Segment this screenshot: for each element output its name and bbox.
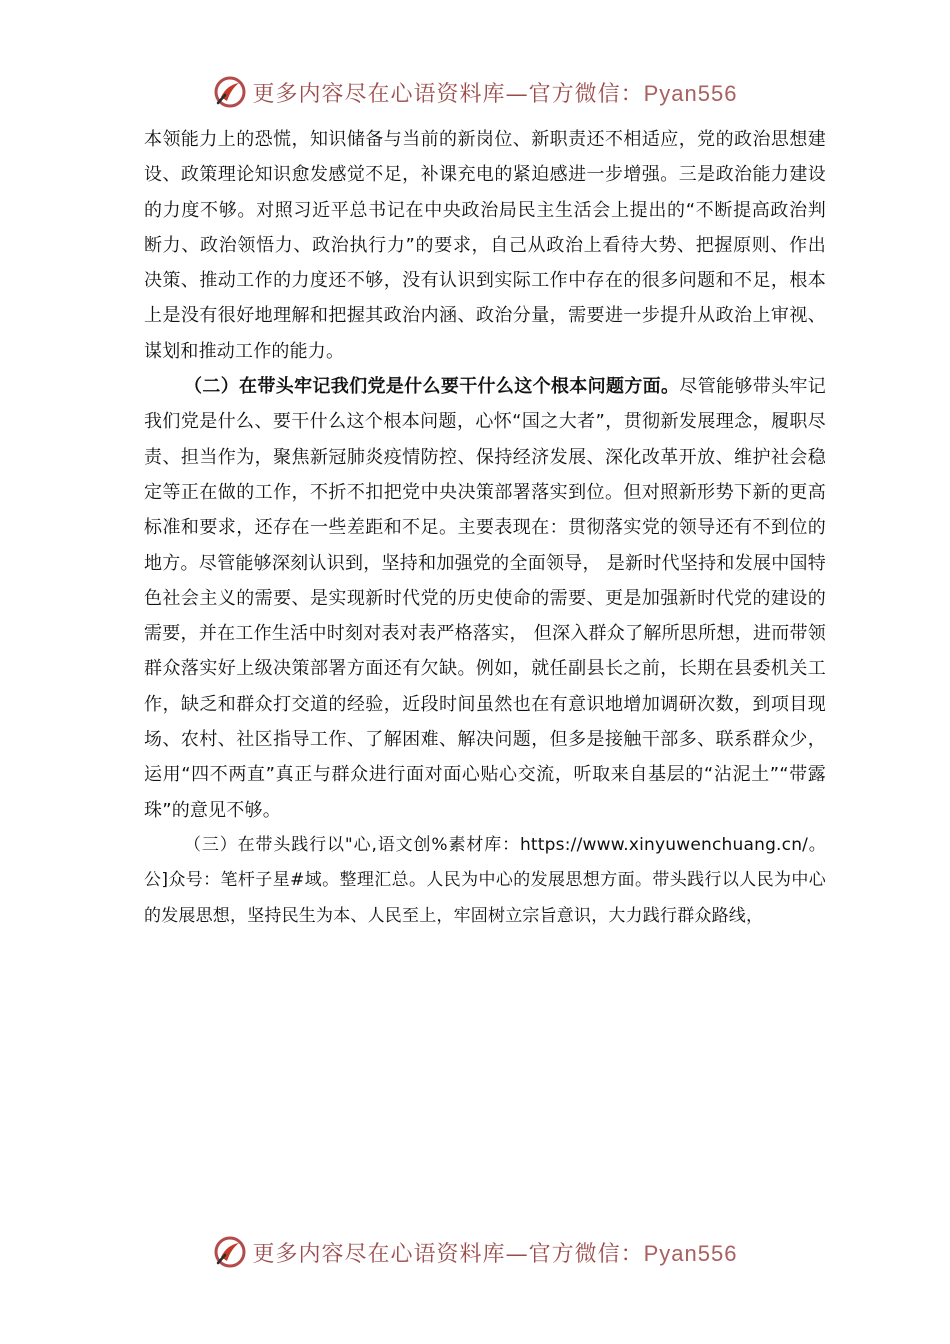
banner-text: 更多内容尽在心语资料库—官方微信：Pyan556 xyxy=(252,80,738,107)
section-2-body: 尽管能够带头牢记我们党是什么、要干什么这个根本问题，心怀“国之大者”，贯彻新发展理念，履职尽责、担当作为，聚焦新冠肺炎疫情防控、保持经济发展、深化改革开放、维护社会稳定等正在做的工作，不折不扣把党中央决策部署落实到位。但对照新形势下新的更高标准和要求，还存在一些差距和不足。主要表现在：贯彻落实党的领导还有不到位的地方。尽管能够深刻认识到，坚持和加强党的全面领导， 是新时代坚持和发展中国特色社会主义的需要、是实现新时代党的历史使命的需要、更是加强新时代党的建设的需要，并在工作生活中时刻对表对表严格落实， 但深入群众了解所思所想，进而带领群众落实好上级决策部署方面还有欠缺。例如，就任副县长之前，长期在县委机关工作，缺乏和群众打交道的经验，近段时间虽然也在有意识地增加调研次数，到项目现场、农村、社区指导工作、了解困难、解决问题，但多是接触干部多、联系群众少，运用“四不两直”真正与群众进行面对面心贴心交流，听取来自基层的“沾泥土”“带露珠”的意见不够。 xyxy=(144,376,826,821)
paragraph-2 xyxy=(144,369,826,828)
paragraph-1: 本领能力上的恐慌，知识储备与当前的新岗位、新职责还不相适应，党的政治思想建设、政策理论知识愈发感觉不足，补课充电的紧迫感进一步增强。三是政治能力建设的力度不够。对照习近平总书记在中央政治局民主生活会上提出的“不断提高政治判断力、政治领悟力、政治执行力”的要求，自己从政治上看待大势、把握原则、作出决策、推动工作的力度还不够，没有认识到实际工作中存在的很多问题和不足，根本上是没有很好地理解和把握其政治内涵、政治分量，需要进一步提升从政治上审视、谋划和推动工作的能力。 xyxy=(144,129,826,362)
header-watermark-banner xyxy=(0,72,950,112)
brand-logo-icon xyxy=(213,75,247,109)
footer-watermark-banner xyxy=(0,1232,950,1272)
section-2-heading: （二）在带头牢记我们党是什么要干什么这个根本问题方面。 xyxy=(184,376,680,398)
banner-text: 更多内容尽在心语资料库—官方微信：Pyan556 xyxy=(252,1240,738,1267)
paragraph-3: （三）在带头践行以"心,语文创%素材库：https://www.xinyuwenchuang.cn/。公]众号：笔杆子星#域。整理汇总。人民为中心的发展思想方面。带头践行以人民为中心的发展思想，坚持民生为本、人民至上，牢固树立宗旨意识，大力践行群众路线， xyxy=(144,834,826,926)
document-body xyxy=(144,122,826,934)
brand-logo-icon xyxy=(213,1235,247,1269)
